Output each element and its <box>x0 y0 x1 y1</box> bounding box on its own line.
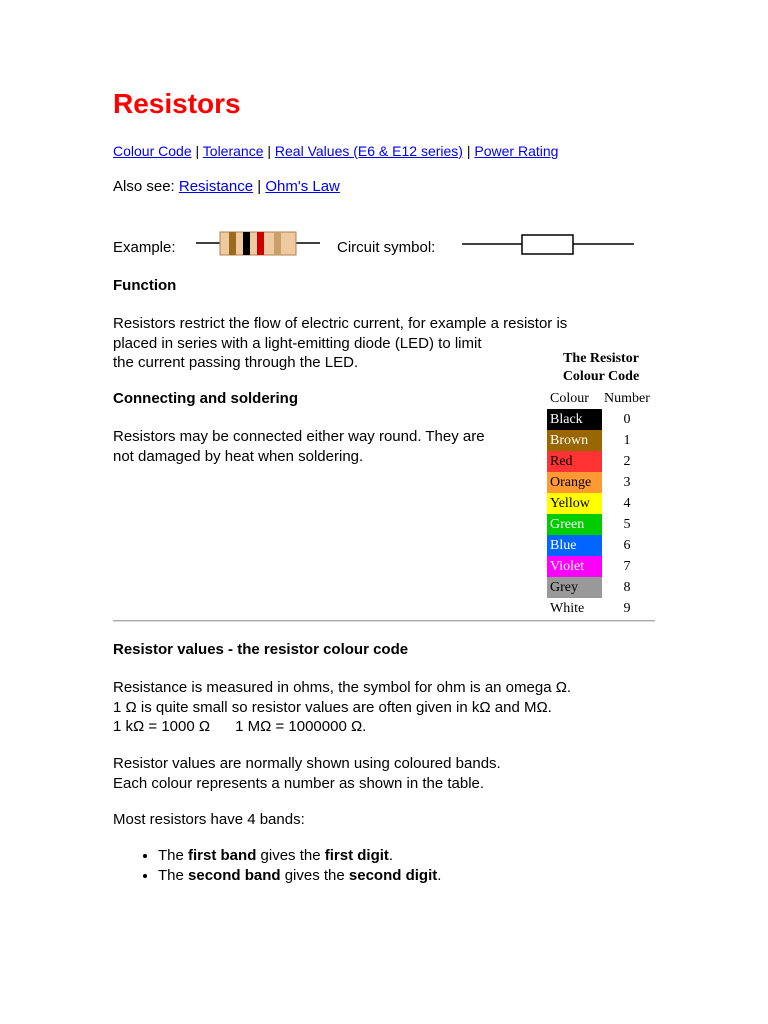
text-span: The <box>158 866 189 884</box>
colour-name-cell: Brown <box>547 430 602 451</box>
bold-text: second band <box>188 866 281 884</box>
table-title-line: The Resistor <box>563 351 639 366</box>
list-item <box>158 866 441 886</box>
text-line: Resistors may be connected either way round. They are <box>113 428 485 445</box>
text-span: . <box>388 847 394 864</box>
values-paragraph-1 <box>113 678 571 737</box>
table-title-line: Colour Code <box>562 369 640 384</box>
nav-link-tolerance[interactable]: Tolerance <box>202 143 264 159</box>
table-row <box>547 409 652 430</box>
header-number: Number <box>604 391 650 406</box>
colour-name-cell: Blue <box>547 535 602 556</box>
resistor-band <box>229 232 236 255</box>
table-row <box>547 430 652 451</box>
text-span: gives the <box>280 866 349 884</box>
table-row <box>547 493 652 514</box>
colour-name-cell: Violet <box>547 556 602 577</box>
colour-name-cell: Orange <box>547 472 602 493</box>
colour-name-cell: Red <box>547 451 602 472</box>
resistor-band <box>274 232 281 255</box>
text-line: 1 kΩ = 1000 Ω 1 MΩ = 1000000 Ω. <box>113 718 367 735</box>
nav-link-real-values[interactable]: Real Values (E6 & E12 series) <box>274 143 463 159</box>
list-item <box>158 846 441 866</box>
values-paragraph-2 <box>113 754 501 793</box>
header-colour: Colour <box>550 391 589 406</box>
divider <box>113 620 655 622</box>
connecting-paragraph <box>113 427 485 466</box>
nav-separator: | <box>195 143 200 159</box>
bands-list <box>113 846 441 885</box>
colour-name-cell: Black <box>547 409 602 430</box>
nav-link-colour-code[interactable]: Colour Code <box>113 143 192 159</box>
nav-link-power-rating[interactable]: Power Rating <box>474 143 559 159</box>
table-row <box>547 535 652 556</box>
bold-text: first band <box>188 847 257 864</box>
resistor-circuit-symbol <box>462 234 636 258</box>
colour-number-cell: 0 <box>623 411 631 427</box>
text-line: placed in series with a light-emitting diode (LED) to limit <box>113 334 482 352</box>
colour-number-cell: 3 <box>623 474 631 490</box>
example-label: Example: <box>113 239 176 256</box>
text-span: . <box>437 866 442 884</box>
colour-number-cell: 1 <box>623 432 631 448</box>
colour-name-cell: Yellow <box>547 493 602 514</box>
colour-number-cell: 5 <box>623 516 631 532</box>
colour-name-cell: White <box>547 598 602 619</box>
nav-separator: | <box>267 143 272 159</box>
colour-code-table <box>547 350 655 619</box>
connecting-heading: Connecting and soldering <box>113 390 299 407</box>
table-row <box>547 598 652 619</box>
values-paragraph-3: Most resistors have 4 bands: <box>113 811 305 828</box>
colour-name-cell: Green <box>547 514 602 535</box>
also-see <box>113 178 340 195</box>
also-see-label: Also see: <box>113 178 175 195</box>
table-row <box>547 577 652 598</box>
text-line: Resistance is measured in ohms, the symbol for ohm is an omega Ω. <box>113 679 572 696</box>
text-line: Resistor values are normally shown using coloured bands. <box>113 755 501 772</box>
bold-text: second digit <box>348 866 438 884</box>
circuit-symbol-label: Circuit symbol: <box>337 239 436 256</box>
text-line: Resistors restrict the flow of electric current, for example a resistor is <box>113 315 568 332</box>
nav-separator: | <box>466 143 471 159</box>
colour-number-cell: 2 <box>623 453 631 469</box>
link-resistance[interactable]: Resistance <box>178 178 254 195</box>
text-span: The <box>158 847 189 864</box>
resistor-band <box>257 232 264 255</box>
colour-number-cell: 7 <box>623 558 631 574</box>
page-title: Resistors <box>113 88 241 119</box>
colour-number-cell: 9 <box>623 600 631 616</box>
text-span: gives the <box>256 847 325 864</box>
link-ohms-law[interactable]: Ohm's Law <box>265 178 340 195</box>
function-heading: Function <box>113 277 177 294</box>
text-line: 1 Ω is quite small so resistor values are often given in kΩ and MΩ. <box>113 698 552 716</box>
table-row <box>547 451 652 472</box>
colour-number-cell: 4 <box>623 495 631 511</box>
text-line: the current passing through the LED. <box>113 354 359 371</box>
resistor-example-image <box>196 230 320 258</box>
function-paragraph <box>113 314 567 373</box>
text-line: Each colour represents a number as shown in the table. <box>113 774 485 792</box>
values-heading: Resistor values - the resistor colour code <box>113 641 409 658</box>
resistor-band <box>243 232 250 255</box>
table-row <box>547 556 652 577</box>
colour-name-cell: Grey <box>547 577 602 598</box>
colour-number-cell: 8 <box>623 579 631 595</box>
text-line: not damaged by heat when soldering. <box>113 447 364 465</box>
table-row <box>547 514 652 535</box>
colour-number-cell: 6 <box>623 537 631 553</box>
bold-text: first digit <box>324 847 389 864</box>
nav-separator: | <box>257 178 262 195</box>
table-row <box>547 472 652 493</box>
section-nav <box>113 143 558 159</box>
